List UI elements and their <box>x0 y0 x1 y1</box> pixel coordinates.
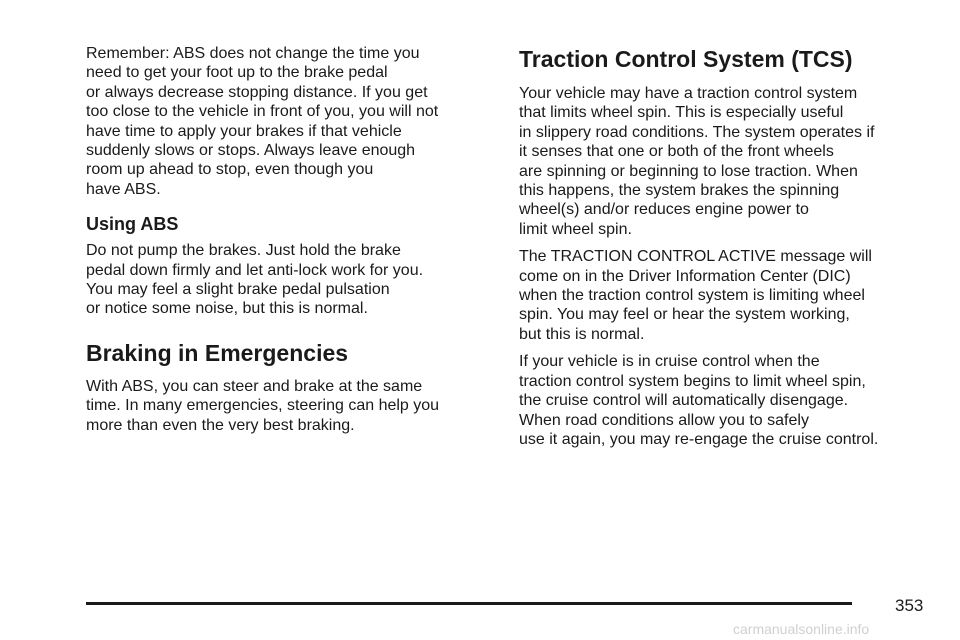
text-line: but this is normal. <box>519 325 645 343</box>
tcs-heading: Traction Control System (TCS) <box>519 46 853 72</box>
text-line: come on in the Driver Information Center (DIC) <box>519 267 851 285</box>
text-line: that limits wheel spin. This is especially useful <box>519 104 844 122</box>
footer-rule <box>86 602 852 605</box>
text-line: need to get your foot up to the brake pedal <box>86 64 388 82</box>
text-line: time. In many emergencies, steering can help you <box>86 397 440 415</box>
text-line: Remember: ABS does not change the time you <box>86 45 420 62</box>
braking-emergencies-paragraph <box>86 377 498 435</box>
using-abs-paragraph <box>86 241 498 319</box>
text-line: limit wheel spin. <box>519 220 632 238</box>
text-line: wheel(s) and/or reduces engine power to <box>519 201 809 219</box>
text-line: are spinning or beginning to lose traction. When <box>519 162 858 180</box>
text-line: it senses that one or both of the front wheels <box>519 143 834 161</box>
text-line: If your vehicle is in cruise control when the <box>519 353 820 371</box>
text-line: use it again, you may re-engage the cruise control. <box>519 430 879 448</box>
text-line: spin. You may feel or hear the system working, <box>519 306 850 324</box>
text-line: or notice some noise, but this is normal. <box>86 300 368 318</box>
text-line: have time to apply your brakes if that vehicle <box>86 122 402 140</box>
left-column <box>86 44 498 443</box>
watermark: carmanualsonline.info <box>733 621 870 637</box>
text-line: When road conditions allow you to safely <box>519 411 809 429</box>
text-line: The TRACTION CONTROL ACTIVE message will <box>519 248 872 266</box>
tcs-cruise-paragraph <box>519 352 929 449</box>
text-line: have ABS. <box>86 180 161 198</box>
text-line: With ABS, you can steer and brake at the same <box>86 377 423 395</box>
braking-emergencies-heading: Braking in Emergencies <box>86 339 349 366</box>
text-line: suddenly slows or stops. Always leave enough <box>86 142 416 160</box>
text-line: in slippery road conditions. The system operates if <box>519 123 875 141</box>
text-line: more than even the very best braking. <box>86 416 355 434</box>
text-line: or always decrease stopping distance. If you get <box>86 83 428 101</box>
text-line: Do not pump the brakes. Just hold the brake <box>86 242 401 260</box>
text-line: traction control system begins to limit wheel spin, <box>519 372 866 390</box>
text-line: when the traction control system is limiting wheel <box>519 287 865 305</box>
abs-reminder-paragraph <box>86 44 498 199</box>
text-line: this happens, the system brakes the spinning <box>519 182 840 200</box>
tcs-message-paragraph <box>519 247 929 344</box>
tcs-intro-paragraph <box>519 84 929 239</box>
right-column <box>519 45 929 457</box>
text-line: too close to the vehicle in front of you, you will not <box>86 103 439 121</box>
text-line: Your vehicle may have a traction control system <box>519 85 858 102</box>
text-line: You may feel a slight brake pedal pulsation <box>86 281 390 299</box>
text-line: pedal down firmly and let anti-lock work for you. <box>86 261 424 279</box>
text-line: the cruise control will automatically disengage. <box>519 392 849 410</box>
text-line: room up ahead to stop, even though you <box>86 161 374 179</box>
using-abs-heading: Using ABS <box>86 214 179 235</box>
page-number: 353 <box>895 596 924 615</box>
